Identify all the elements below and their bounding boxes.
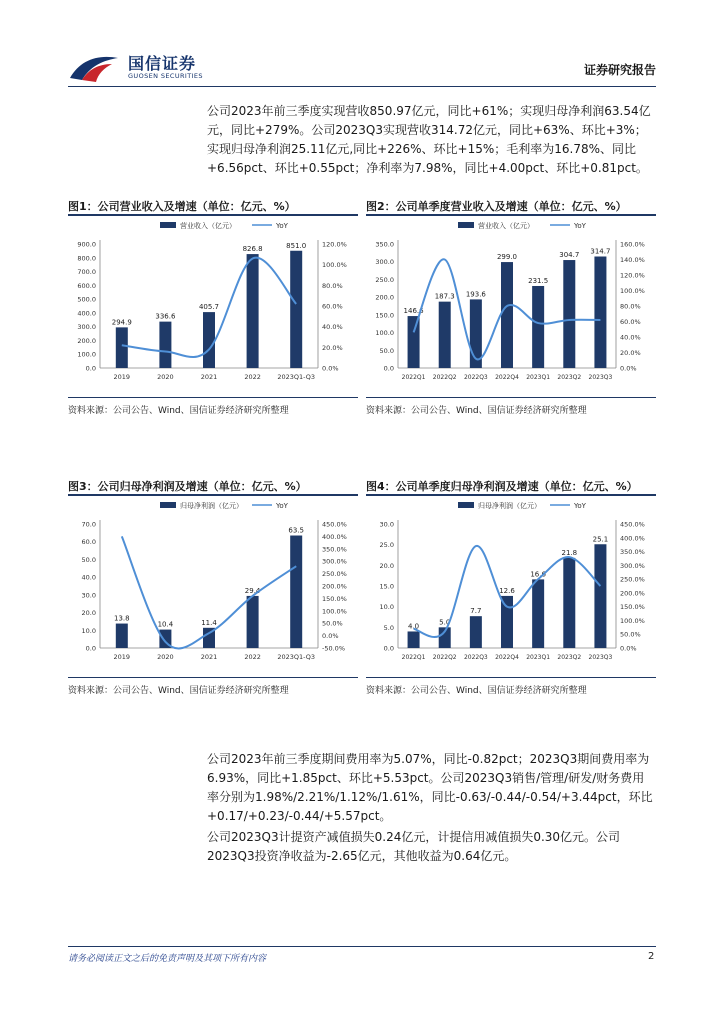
y-tick-label-right: 300.0% [620, 561, 645, 570]
bar-data-label: 11.4 [201, 618, 217, 627]
y-tick-label-right: 350.0% [322, 545, 347, 554]
figure-title: 图4：公司单季度归母净利润及增速（单位：亿元、%） [366, 480, 638, 493]
y-tick-label-left: 600.0 [77, 281, 96, 290]
figure-3 [68, 478, 358, 698]
x-tick-label: 2023Q2 [557, 654, 582, 661]
bar-data-label: 7.7 [470, 607, 482, 616]
bar-data-label: 12.6 [499, 586, 515, 595]
bar-data-label: 5.0 [439, 618, 451, 627]
bar [247, 254, 259, 368]
bar-data-label: 304.7 [559, 251, 580, 260]
bar-data-label: 299.0 [496, 253, 518, 262]
legend-bar-swatch [160, 222, 176, 228]
figure-title: 图1：公司营业收入及增速（单位：亿元、%） [68, 200, 296, 213]
y-tick-label-right: 0.0% [620, 644, 637, 653]
expense-paragraph: 公司2023年前三季度期间费用率为5.07%，同比-0.82pct；2023Q3期间费用率为6.93%，同比+1.85pct、环比+5.53pct。公司2023Q3销售/管理/研发/财务费用率分别为1.98%/2.21%/1.12%/1.61%，同比-0.63/-0.44/-0.54/+3.44pct，环比+0.17/+0.23/-0.44/+5.57pct。 [207, 752, 653, 823]
bar-data-label: 231.5 [528, 276, 549, 285]
y-tick-label-right: -50.0% [322, 644, 345, 653]
bar [290, 251, 302, 368]
legend-bar-swatch [458, 502, 474, 508]
y-tick-label-left: 60.0 [81, 538, 96, 547]
footer-divider [68, 946, 656, 947]
x-tick-label: 2020 [157, 373, 174, 381]
bar-data-label: 13.8 [114, 614, 130, 623]
y-tick-label-left: 250.0 [375, 275, 394, 284]
bar-data-label: 187.3 [434, 292, 455, 301]
bar [501, 262, 513, 368]
y-tick-label-left: 40.0 [81, 573, 96, 582]
y-tick-label-right: 160.0% [620, 240, 645, 249]
y-tick-label-right: 100.0% [322, 261, 347, 270]
x-tick-label: 2021 [200, 373, 218, 381]
x-tick-label: 2023Q3 [588, 654, 613, 661]
y-tick-label-right: 200.0% [322, 582, 347, 591]
legend-bar-label: 营业收入（亿元） [180, 222, 236, 230]
bar [470, 616, 482, 648]
y-tick-label-right: 140.0% [620, 256, 645, 264]
figure-source: 资料来源：公司公告、Wind、国信证券经济研究所整理 [366, 406, 587, 416]
y-tick-label-right: 0.0% [322, 632, 339, 641]
net-profit-annual-chart [68, 496, 358, 676]
bar [594, 257, 606, 368]
x-tick-label: 2020 [157, 653, 174, 661]
disclaimer-note: 请务必阅读正文之后的免责声明及其项下所有内容 [68, 954, 267, 964]
bar-data-label: 193.6 [465, 290, 486, 299]
y-tick-label-left: 50.0 [81, 555, 96, 564]
bar [563, 260, 575, 368]
bar [116, 624, 128, 648]
bar [408, 316, 420, 368]
y-tick-label-right: 100.0% [322, 607, 347, 616]
y-tick-label-right: 250.0% [322, 570, 347, 579]
y-tick-label-left: 200.0 [375, 293, 394, 302]
bar [159, 322, 171, 368]
y-tick-label-right: 0.0% [620, 364, 637, 373]
y-tick-label-left: 70.0 [81, 520, 96, 529]
y-tick-label-left: 150.0 [375, 311, 394, 320]
y-tick-label-right: 300.0% [322, 557, 347, 566]
y-tick-label-right: 40.0% [322, 323, 343, 332]
y-tick-label-left: 25.0 [379, 541, 394, 550]
figure-2 [366, 198, 656, 418]
figure-1 [68, 198, 358, 418]
legend-bar-swatch [160, 502, 176, 508]
revenue-annual-chart [68, 216, 358, 396]
bar-data-label: 4.0 [408, 622, 420, 631]
x-tick-label: 2023Q1-Q3 [277, 653, 316, 661]
guosen-logo-icon [68, 50, 126, 84]
figure-bottom-rule [68, 397, 358, 398]
header-divider [68, 86, 656, 87]
y-tick-label-left: 400.0 [77, 309, 96, 318]
legend-line-label: YoY [276, 222, 288, 230]
company-name: 国信证券 [128, 54, 197, 73]
figure-source: 资料来源：公司公告、Wind、国信证券经济研究所整理 [68, 686, 289, 696]
y-tick-label-left: 100.0 [77, 350, 96, 359]
x-tick-label: 2022Q3 [463, 374, 488, 381]
net-profit-quarterly-chart [366, 496, 656, 676]
y-tick-label-left: 350.0 [375, 240, 394, 249]
y-tick-label-left: 5.0 [383, 623, 394, 632]
x-tick-label: 2022Q3 [463, 654, 488, 661]
bar [408, 631, 420, 648]
figure-bottom-rule [68, 677, 358, 678]
y-tick-label-left: 800.0 [77, 254, 96, 263]
bar-data-label: 146.6 [403, 307, 424, 316]
y-tick-label-left: 50.0 [379, 346, 394, 355]
y-tick-label-left: 15.0 [379, 582, 394, 591]
bar-data-label: 16.6 [530, 570, 546, 579]
y-tick-label-right: 350.0% [620, 548, 645, 557]
y-tick-label-right: 50.0% [620, 630, 641, 639]
y-tick-label-left: 20.0 [81, 609, 96, 618]
x-tick-label: 2022Q2 [432, 374, 457, 381]
y-tick-label-right: 400.0% [620, 534, 645, 543]
x-tick-label: 2022Q4 [495, 654, 519, 661]
bar-data-label: 294.9 [111, 318, 132, 327]
y-tick-label-left: 10.0 [81, 626, 96, 635]
x-tick-label: 2022Q2 [432, 654, 457, 661]
bar-data-label: 314.7 [590, 247, 611, 256]
y-tick-label-right: 50.0% [322, 619, 343, 628]
bar-data-label: 336.6 [155, 312, 176, 321]
x-tick-label: 2023Q1 [526, 374, 551, 381]
x-tick-label: 2023Q3 [588, 374, 613, 381]
y-tick-label-right: 0.0% [322, 364, 339, 373]
figure-source: 资料来源：公司公告、Wind、国信证券经济研究所整理 [366, 686, 587, 696]
y-tick-label-right: 150.0% [322, 594, 347, 603]
x-tick-label: 2023Q2 [557, 374, 582, 381]
y-tick-label-right: 20.0% [620, 349, 641, 357]
y-tick-label-left: 0.0 [85, 364, 96, 373]
bar-data-label: 25.1 [592, 535, 609, 544]
y-tick-label-right: 120.0% [322, 240, 347, 249]
bar-data-label: 826.8 [242, 245, 263, 254]
bar [116, 327, 128, 368]
figure-title: 图2：公司单季度营业收入及增速（单位：亿元、%） [366, 200, 627, 213]
bar [203, 312, 215, 368]
page-number: 2 [648, 951, 655, 962]
legend-line-label: YoY [574, 222, 586, 230]
y-tick-label-right: 450.0% [620, 520, 645, 529]
y-tick-label-left: 100.0 [375, 329, 394, 338]
legend-bar-label: 营业收入（亿元） [478, 222, 534, 230]
y-tick-label-left: 30.0 [379, 520, 394, 529]
legend-line-label: YoY [574, 502, 586, 510]
x-tick-label: 2023Q1 [526, 654, 551, 661]
figure-4 [366, 478, 656, 698]
x-tick-label: 2021 [200, 653, 218, 661]
y-tick-label-left: 700.0 [77, 268, 96, 277]
bar-data-label: 10.4 [157, 620, 174, 629]
y-tick-label-left: 300.0 [77, 323, 96, 332]
y-tick-label-right: 120.0% [620, 271, 645, 280]
y-tick-label-right: 100.0% [620, 287, 645, 295]
y-tick-label-right: 150.0% [620, 603, 645, 612]
y-tick-label-left: 0.0 [383, 364, 394, 373]
revenue-quarterly-chart [366, 216, 656, 396]
figure-title: 图3：公司归母净利润及增速（单位：亿元、%） [68, 480, 307, 493]
bar-data-label: 29.4 [244, 586, 261, 595]
legend-bar-swatch [458, 222, 474, 228]
bar-data-label: 21.8 [561, 548, 578, 557]
x-tick-label: 2022Q1 [401, 374, 426, 381]
y-tick-label-right: 100.0% [620, 616, 645, 625]
y-tick-label-left: 30.0 [81, 591, 96, 600]
bar-data-label: 851.0 [286, 241, 307, 250]
x-tick-label: 2019 [113, 653, 131, 661]
y-tick-label-right: 200.0% [620, 589, 645, 598]
bar-data-label: 63.5 [288, 526, 304, 535]
summary-paragraph-1: 公司2023年前三季度实现营收850.97亿元，同比+61%；实现归母净利润63.54亿元，同比+279%。公司2023Q3实现营收314.72亿元，同比+63%、环比+3%；实现归母净利润25.11亿元,同比+226%、环比+15%；毛利率为16.78%、同比+6.56pct、环比+0.55pct；净利率为7.98%，同比+4.00pct、环比+0.81pct。 [207, 104, 651, 175]
bar [594, 544, 606, 648]
x-tick-label: 2022 [244, 373, 261, 381]
y-tick-label-right: 250.0% [620, 575, 645, 584]
legend-bar-label: 归母净利润（亿元） [478, 502, 541, 510]
bar [439, 302, 451, 368]
y-tick-label-left: 10.0 [379, 603, 394, 612]
x-tick-label: 2022Q1 [401, 654, 426, 661]
impairment-paragraph: 公司2023Q3计提资产减值损失0.24亿元，计提信用减值损失0.30亿元。公司2023Q3投资净收益为-2.65亿元，其他收益为0.64亿元。 [207, 830, 621, 863]
y-tick-label-left: 20.0 [379, 561, 394, 570]
x-tick-label: 2022Q4 [495, 374, 519, 381]
y-tick-label-right: 450.0% [322, 520, 347, 529]
report-type: 证券研究报告 [583, 63, 656, 77]
y-tick-label-left: 200.0 [77, 336, 96, 345]
figure-bottom-rule [366, 397, 656, 398]
y-tick-label-left: 500.0 [77, 295, 96, 304]
bar [290, 536, 302, 648]
y-tick-label-left: 0.0 [383, 644, 394, 653]
bar [501, 596, 513, 648]
y-tick-label-right: 20.0% [322, 343, 343, 352]
page-header [0, 0, 724, 92]
y-tick-label-right: 80.0% [322, 281, 343, 290]
legend-bar-label: 归母净利润（亿元） [180, 502, 243, 510]
y-tick-label-left: 300.0 [375, 258, 394, 267]
bar [532, 286, 544, 368]
y-tick-label-left: 900.0 [77, 240, 96, 249]
y-tick-label-right: 80.0% [620, 302, 641, 311]
y-tick-label-right: 40.0% [620, 333, 641, 342]
x-tick-label: 2019 [113, 373, 131, 381]
y-tick-label-right: 400.0% [322, 532, 347, 541]
figure-bottom-rule [366, 677, 656, 678]
company-name-en: GUOSEN SECURITIES [128, 72, 203, 80]
y-tick-label-right: 60.0% [620, 318, 641, 326]
y-tick-label-left: 0.0 [85, 644, 96, 653]
bar [563, 558, 575, 648]
bar [247, 596, 259, 648]
figure-source: 资料来源：公司公告、Wind、国信证券经济研究所整理 [68, 406, 289, 416]
legend-line-label: YoY [276, 502, 288, 510]
bar [532, 579, 544, 648]
x-tick-label: 2022 [244, 653, 261, 661]
y-tick-label-right: 60.0% [322, 302, 343, 311]
x-tick-label: 2023Q1-Q3 [277, 373, 316, 381]
bar-data-label: 405.7 [198, 303, 220, 312]
